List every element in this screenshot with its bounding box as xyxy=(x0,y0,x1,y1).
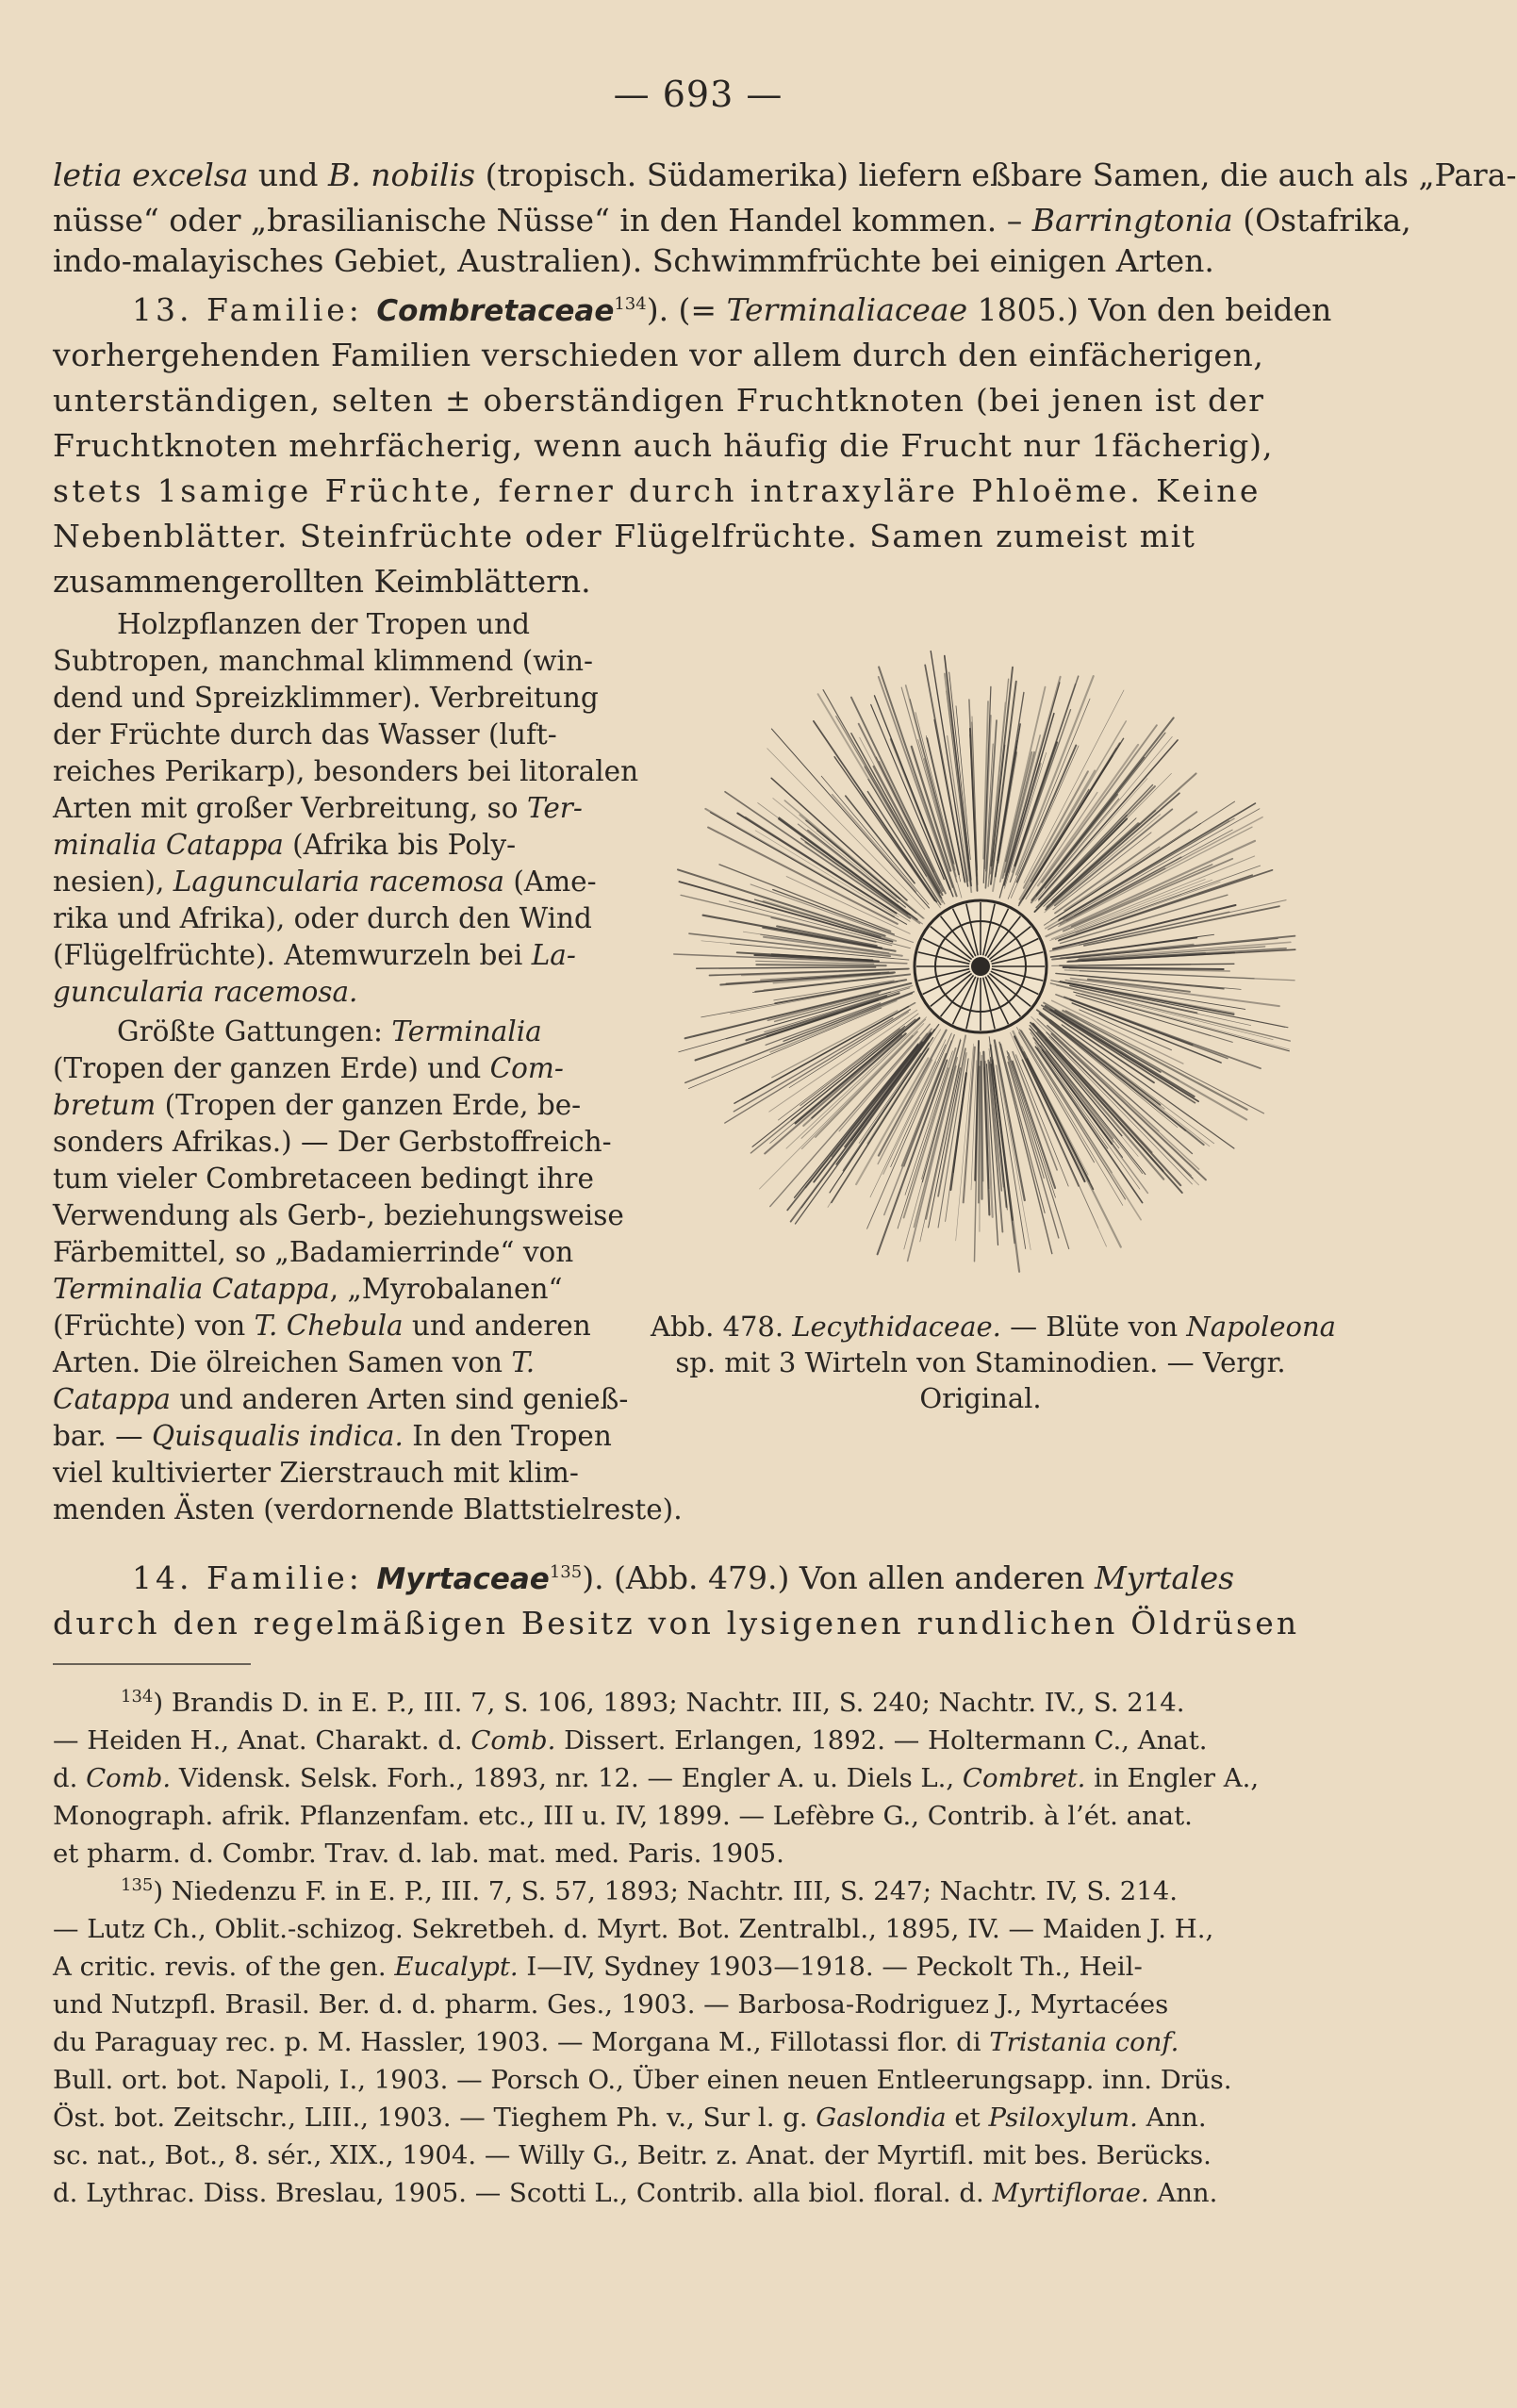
text-run: Tristania conf. xyxy=(989,2027,1179,2057)
text-run: I—IV, Sydney 1903—1918. — Peckolt Th., Heil- xyxy=(518,1952,1143,1982)
text-run: et xyxy=(946,2103,989,2133)
text-run: Myrtiflorae. xyxy=(992,2178,1149,2208)
family13-line-5: stets 1samige Früchte, ferner durch intraxyläre Phloëme. Keine xyxy=(53,472,1261,509)
staminode-stroke xyxy=(726,986,913,1039)
staminode-stroke xyxy=(1037,1010,1161,1105)
family-name: Myrtaceae xyxy=(376,1562,550,1596)
text-run: d. Lythrac. Diss. Breslau, 1905. — Scotti L., Contrib. alla biol. floral. d. xyxy=(53,2178,993,2208)
text-run: und anderen xyxy=(403,1310,591,1342)
column-line xyxy=(53,792,583,824)
text-run: Größte Gattungen: xyxy=(117,1015,392,1047)
text-run: Com- xyxy=(489,1052,564,1084)
footnote-ref: 135 xyxy=(549,1562,583,1582)
text-run: ). (= xyxy=(646,291,727,328)
footnote-ref: 134 xyxy=(614,294,647,314)
text-run: in Engler A., xyxy=(1085,1763,1260,1793)
column-line: rika und Afrika), oder durch den Wind xyxy=(53,902,592,934)
text-run: Comb. xyxy=(470,1725,556,1756)
staminode-stroke xyxy=(832,1049,929,1203)
staminode-stroke xyxy=(956,1044,974,1241)
text-run: ) Niedenzu F. in E. P., III. 7, S. 57, 1893; Nachtr. III, S. 247; Nachtr. IV, S. 214. xyxy=(153,1876,1178,1906)
text-run: Napoleona xyxy=(1186,1311,1336,1343)
text-run: (Afrika bis Poly- xyxy=(283,829,517,861)
footnote-135-line-3 xyxy=(53,1952,1143,1982)
family13-line-6: Nebenblätter. Steinfrüchte oder Flügelfrüchte. Samen zumeist mit xyxy=(53,518,1196,554)
text-run: Laguncularia racemosa xyxy=(173,866,504,898)
text-run: In den Tropen xyxy=(403,1420,612,1452)
column-line xyxy=(53,1273,563,1305)
text-run: Quisqualis indica. xyxy=(151,1420,404,1452)
text-run: 13. Familie: xyxy=(132,291,377,328)
text-run: Eucalypt. xyxy=(394,1952,519,1982)
text-run: Catappa xyxy=(53,1383,171,1415)
staminode-stroke xyxy=(770,1024,931,1206)
text-run: minalia Catappa xyxy=(53,829,284,861)
column-line xyxy=(53,1420,612,1452)
text-run: Arten mit großer Verbreitung, so xyxy=(53,792,527,824)
column-line: reiches Perikarp), besonders bei litoralen xyxy=(53,755,639,787)
figure-caption-line-2: sp. mit 3 Wirteln von Staminodien. — Vergr. xyxy=(675,1346,1286,1378)
staminode-stroke xyxy=(1016,1028,1122,1206)
intro-line-2 xyxy=(53,198,1411,243)
genus-name: letia excelsa xyxy=(53,157,249,193)
family-name: Combretaceae xyxy=(376,294,615,328)
family14-heading-line xyxy=(132,1556,1234,1602)
text-run: und xyxy=(248,157,329,193)
text-run: Lecythidaceae. xyxy=(792,1311,1001,1343)
column-line: Holzpflanzen der Tropen und xyxy=(117,608,530,640)
text-run: Öst. bot. Zeitschr., LIII., 1903. — Tieghem Ph. v., Sur l. g. xyxy=(53,2103,816,2133)
family13-line-2: vorhergehenden Familien verschieden vor allem durch den einfächerigen, xyxy=(53,337,1264,373)
family13-line-3: unterständigen, selten ± oberständigen Fruchtknoten (bei jenen ist der xyxy=(53,382,1265,419)
text-run: Terminalia xyxy=(391,1015,542,1047)
footnote-135-line-1 xyxy=(121,1876,1178,1906)
text-run: Abb. 478. xyxy=(651,1311,793,1343)
intro-line-1 xyxy=(53,153,1517,198)
flower-center-dot xyxy=(971,957,990,976)
column-line: der Früchte durch das Wasser (luft- xyxy=(53,718,557,750)
text-run: (Früchte) von xyxy=(53,1310,255,1342)
text-run: bretum xyxy=(53,1089,157,1121)
footnote-134-line-3 xyxy=(53,1763,1259,1793)
synonym-name: Terminaliaceae xyxy=(726,291,968,328)
text-run: Ter- xyxy=(526,792,583,824)
family13-line-4: Fruchtknoten mehrfächerig, wenn auch häufig die Frucht nur 1fächerig), xyxy=(53,427,1274,464)
footnote-134-line-2 xyxy=(53,1725,1208,1756)
text-run: Dissert. Erlangen, 1892. — Holtermann C., Anat. xyxy=(555,1725,1208,1756)
species-name: B. nobilis xyxy=(328,157,476,193)
text-run: du Paraguay rec. p. M. Hassler, 1903. — Morgana M., Fillotassi flor. di xyxy=(53,2027,990,2057)
text-run: ) Brandis D. in E. P., III. 7, S. 106, 1893; Nachtr. III, S. 240; Nachtr. IV., S. 214. xyxy=(153,1688,1185,1718)
staminode-stroke xyxy=(784,800,924,918)
footnote-135-line-6: Bull. ort. bot. Napoli, I., 1903. — Porsch O., Über einen neuen Entleerungsapp. inn. Drüs. xyxy=(53,2065,1232,2095)
staminode-stroke xyxy=(1061,868,1165,924)
text-run: Vidensk. Selsk. Forh., 1893, nr. 12. — Engler A. u. Diels L., xyxy=(171,1763,963,1793)
staminode-stroke xyxy=(1008,1057,1045,1179)
text-run: Combret. xyxy=(962,1763,1086,1793)
text-run: — Heiden H., Anat. Charakt. d. xyxy=(53,1725,471,1756)
footnote-135-line-9 xyxy=(53,2178,1217,2208)
text-run: Arten. Die ölreichen Samen von xyxy=(53,1346,512,1378)
text-run: 1805.) Von den beiden xyxy=(967,291,1332,328)
genus-name: Barringtonia xyxy=(1031,202,1233,239)
footnote-135-line-7 xyxy=(53,2103,1207,2133)
staminode-stroke xyxy=(1035,1043,1140,1190)
staminode-stroke xyxy=(989,1048,1003,1187)
text-run: ). (Abb. 479.) Von allen anderen xyxy=(582,1559,1095,1596)
column-line: Färbemittel, so „Badamierrinde“ von xyxy=(53,1236,574,1268)
page-number: — 693 — xyxy=(613,74,783,115)
footnote-number: 135 xyxy=(121,1874,154,1895)
footnote-134-line-1 xyxy=(121,1688,1185,1718)
family13-line-7: zusammengerollten Keimblättern. xyxy=(53,563,591,600)
text-run: (tropisch. Südamerika) liefern eßbare Samen, die auch als „Para- xyxy=(475,157,1517,193)
column-line xyxy=(53,866,597,898)
text-run: — Blüte von xyxy=(1000,1311,1187,1343)
column-line xyxy=(53,1052,564,1084)
text-run: (Ame- xyxy=(504,866,597,898)
figure-caption-line-1 xyxy=(651,1311,1336,1343)
staminode-stroke xyxy=(806,820,899,899)
intro-line-3: indo-malayisches Gebiet, Australien). Schwimmfrüchte bei einigen Arten. xyxy=(53,242,1214,279)
column-line: dend und Spreizklimmer). Verbreitung xyxy=(53,682,599,714)
footnote-135-line-8: sc. nat., Bot., 8. sér., XIX., 1904. — Willy G., Beitr. z. Anat. der Myrtifl. mit bes. Berücks. xyxy=(53,2140,1212,2170)
family14-line-2: durch den regelmäßigen Besitz von lysigenen rundlichen Öldrüsen xyxy=(53,1605,1300,1641)
text-run: und anderen Arten sind genieß- xyxy=(170,1383,629,1415)
text-run: nüsse“ oder „brasilianische Nüsse“ in den Handel kommen. – xyxy=(53,202,1032,239)
text-run: La- xyxy=(531,939,576,971)
text-run: T. Chebula xyxy=(254,1310,404,1342)
text-run: (Tropen der ganzen Erde) und xyxy=(53,1052,490,1084)
staminode-stroke xyxy=(1014,676,1079,865)
text-run: d. xyxy=(53,1763,87,1793)
text-run: Myrtales xyxy=(1094,1559,1235,1596)
text-run: Ann. xyxy=(1137,2103,1207,2133)
staminode-stroke xyxy=(964,1047,975,1203)
staminode-stroke xyxy=(1060,964,1234,965)
footnote-134-line-4: Monograph. afrik. Pflanzenfam. etc., III u. IV, 1899. — Lefèbre G., Contrib. à l’ét. anat. xyxy=(53,1801,1193,1831)
column-line: tum vieler Combretaceen bedingt ihre xyxy=(53,1163,594,1195)
text-run: bar. — xyxy=(53,1420,152,1452)
column-line: Subtropen, manchmal klimmend (win- xyxy=(53,645,593,677)
text-run: Gaslondia xyxy=(816,2103,947,2133)
figure-caption-line-3: Original. xyxy=(919,1382,1042,1414)
text-run: guncularia racemosa. xyxy=(53,976,358,1008)
column-line xyxy=(117,1015,542,1047)
column-line xyxy=(53,1346,535,1378)
footnote-separator xyxy=(53,1663,251,1665)
text-run: (Ostafrika, xyxy=(1232,202,1411,239)
column-line: menden Ästen (verdornende Blattstielreste). xyxy=(53,1493,683,1526)
column-line xyxy=(53,829,516,861)
text-run: A critic. revis. of the gen. xyxy=(53,1952,395,1982)
footnote-134-line-5: et pharm. d. Combr. Trav. d. lab. mat. med. Paris. 1905. xyxy=(53,1839,784,1869)
text-run: 14. Familie: xyxy=(132,1559,377,1596)
flower-illustration xyxy=(641,627,1320,1306)
column-line: viel kultivierter Zierstrauch mit klim- xyxy=(53,1457,579,1489)
text-run: (Tropen der ganzen Erde, be- xyxy=(156,1089,582,1121)
text-run: Psiloxylum. xyxy=(988,2103,1138,2133)
column-line: Verwendung als Gerb-, beziehungsweise xyxy=(53,1199,624,1231)
text-run: Ann. xyxy=(1148,2178,1218,2208)
staminode-stroke xyxy=(981,1062,982,1199)
staminode-stroke xyxy=(830,1038,933,1193)
footnote-number: 134 xyxy=(121,1686,154,1707)
text-run: nesien), xyxy=(53,866,173,898)
text-run: , „Myrobalanen“ xyxy=(329,1273,563,1305)
column-line xyxy=(53,1383,628,1415)
text-run: Comb. xyxy=(86,1763,172,1793)
family13-heading-line xyxy=(132,288,1331,334)
text-run: Terminalia Catappa xyxy=(53,1273,330,1305)
column-line xyxy=(53,976,357,1008)
column-line xyxy=(53,1089,581,1121)
footnote-135-line-4: und Nutzpfl. Brasil. Ber. d. d. pharm. Ges., 1903. — Barbosa-Rodriguez J., Myrtacées xyxy=(53,1989,1169,2020)
column-line xyxy=(53,939,576,971)
column-line: sonders Afrikas.) — Der Gerbstoffreich- xyxy=(53,1126,612,1158)
text-run: T. xyxy=(511,1346,536,1378)
staminode-stroke xyxy=(710,813,906,925)
footnote-135-line-2: — Lutz Ch., Oblit.-schizog. Sekretbeh. d. Myrt. Bot. Zentralbl., 1895, IV. — Maiden J. H., xyxy=(53,1914,1214,1944)
column-line xyxy=(53,1310,591,1342)
text-run: (Flügelfrüchte). Atemwurzeln bei xyxy=(53,939,532,971)
staminode-stroke xyxy=(697,967,876,968)
footnote-135-line-5 xyxy=(53,2027,1179,2057)
